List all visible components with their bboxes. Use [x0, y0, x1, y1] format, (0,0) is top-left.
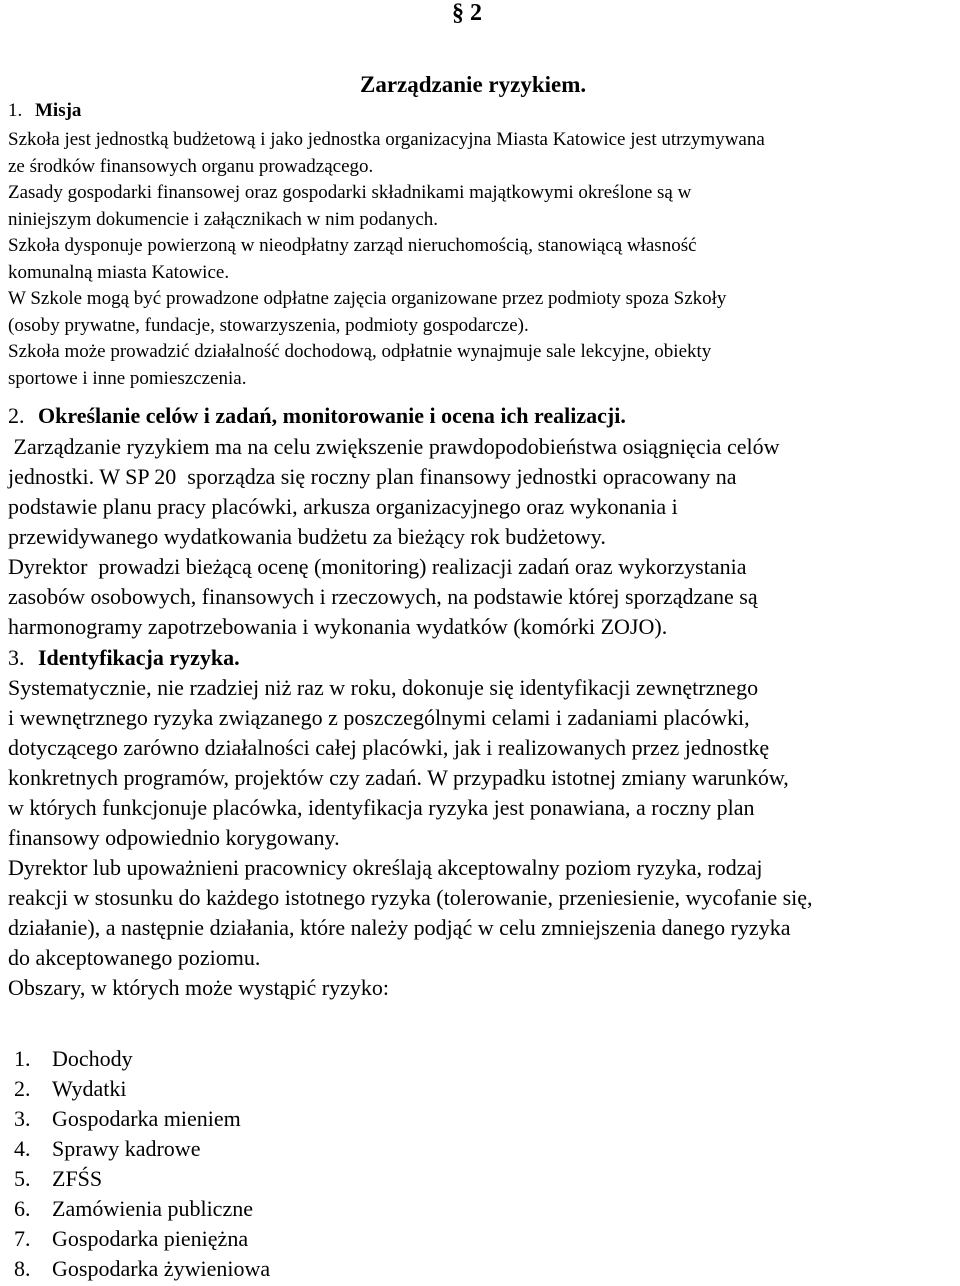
list-item-number: 6. — [14, 1196, 31, 1221]
text-line: Zarządzanie ryzykiem ma na celu zwiększenie prawdopodobieństwa osiągnięcia celów — [8, 434, 780, 459]
list-item-number: 7. — [14, 1226, 31, 1251]
text-line: podstawie planu pracy placówki, arkusza organizacyjnego oraz wykonania i — [8, 494, 678, 519]
section-2-number: 2. — [8, 403, 25, 428]
section-1-body — [8, 127, 765, 392]
list-item-label: ZFŚS — [52, 1166, 103, 1191]
list-item-label: Sprawy kadrowe — [52, 1136, 201, 1161]
list-item — [14, 1194, 270, 1224]
text-line: działanie), a następnie działania, które należy podjąć w celu zmniejszenia danego ryzyka — [8, 915, 791, 940]
section-2-body — [8, 432, 780, 642]
section-3-heading — [8, 645, 240, 671]
list-item — [14, 1104, 270, 1134]
text-line: Dyrektor lub upoważnieni pracownicy określają akceptowalny poziom ryzyka, rodzaj — [8, 855, 763, 880]
list-item — [14, 1074, 270, 1104]
list-item — [14, 1224, 270, 1254]
list-item-number: 1. — [14, 1046, 31, 1071]
text-line: W Szkole mogą być prowadzone odpłatne zajęcia organizowane przez podmioty spoza Szkoły — [8, 288, 727, 309]
section-1-heading — [8, 100, 81, 122]
text-line: i wewnętrznego ryzyka związanego z poszczególnymi celami i zadaniami placówki, — [8, 705, 750, 730]
section-number: § 2 — [452, 0, 482, 26]
list-item-label: Zamówienia publiczne — [52, 1196, 253, 1221]
list-item — [14, 1254, 270, 1284]
section-2-title: Określanie celów i zadań, monitorowanie i ocena ich realizacji. — [38, 403, 626, 428]
list-item-label: Wydatki — [52, 1076, 127, 1101]
list-item — [14, 1164, 270, 1194]
text-line: reakcji w stosunku do każdego istotnego ryzyka (tolerowanie, przeniesienie, wycofanie się, — [8, 885, 813, 910]
list-item-number: 4. — [14, 1136, 31, 1161]
section-3-title: Identyfikacja ryzyka. — [38, 645, 240, 670]
list-item-number: 2. — [14, 1076, 31, 1101]
text-line: harmonogramy zapotrzebowania i wykonania wydatków (komórki ZOJO). — [8, 614, 668, 639]
section-1-title: Misja — [35, 100, 82, 121]
text-line: (osoby prywatne, fundacje, stowarzyszenia, podmioty gospodarcze). — [8, 314, 529, 336]
text-line: Obszary, w których może wystąpić ryzyko: — [8, 975, 390, 1000]
text-line: Dyrektor prowadzi bieżącą ocenę (monitoring) realizacji zadań oraz wykorzystania — [8, 554, 747, 579]
section-3-number: 3. — [8, 645, 25, 670]
list-item-label: Gospodarka mieniem — [52, 1106, 241, 1131]
text-line: ze środków finansowych organu prowadzącego. — [8, 155, 374, 177]
list-item-number: 8. — [14, 1256, 31, 1281]
text-line: Systematycznie, nie rzadziej niż raz w roku, dokonuje się identyfikacji zewnętrznego — [8, 675, 759, 700]
list-item-number: 5. — [14, 1166, 31, 1191]
text-line: sportowe i inne pomieszczenia. — [8, 367, 247, 389]
list-item-number: 3. — [14, 1106, 31, 1131]
text-line: do akceptowanego poziomu. — [8, 945, 261, 970]
risk-areas-list — [14, 1044, 270, 1284]
section-1-number: 1. — [8, 100, 23, 121]
list-item-label: Gospodarka pieniężna — [52, 1226, 249, 1251]
text-line: Szkoła może prowadzić działalność dochodową, odpłatnie wynajmuje sale lekcyjne, obiekty — [8, 341, 712, 362]
text-line: Szkoła dysponuje powierzoną w nieodpłatny zarząd nieruchomością, stanowiącą własność — [8, 235, 697, 256]
text-line: dotyczącego zarówno działalności całej placówki, jak i realizowanych przez jednostkę — [8, 735, 770, 760]
section-2-heading — [8, 403, 626, 429]
list-item — [14, 1134, 270, 1164]
text-line: konkretnych programów, projektów czy zadań. W przypadku istotnej zmiany warunków, — [8, 765, 789, 790]
text-line: finansowy odpowiednio korygowany. — [8, 825, 340, 850]
text-line: niniejszym dokumencie i załącznikach w nim podanych. — [8, 208, 438, 230]
section-3-body — [8, 673, 813, 1003]
document-title: Zarządzanie ryzykiem. — [360, 72, 587, 97]
text-line: komunalną miasta Katowice. — [8, 261, 230, 283]
text-line: w których funkcjonuje placówka, identyfikacja ryzyka jest ponawiana, a roczny plan — [8, 795, 755, 820]
text-line: przewidywanego wydatkowania budżetu za bieżący rok budżetowy. — [8, 524, 606, 549]
text-line: Szkoła jest jednostką budżetową i jako jednostka organizacyjna Miasta Katowice jest utrzymywana — [8, 129, 765, 150]
list-item-label: Gospodarka żywieniowa — [52, 1256, 271, 1281]
text-line: Zasady gospodarki finansowej oraz gospodarki składnikami majątkowymi określone są w — [8, 182, 692, 203]
text-line: zasobów osobowych, finansowych i rzeczowych, na podstawie której sporządzane są — [8, 584, 758, 609]
list-item — [14, 1044, 270, 1074]
list-item-label: Dochody — [52, 1046, 133, 1071]
text-line: jednostki. W SP 20 sporządza się roczny plan finansowy jednostki opracowany na — [8, 464, 737, 489]
